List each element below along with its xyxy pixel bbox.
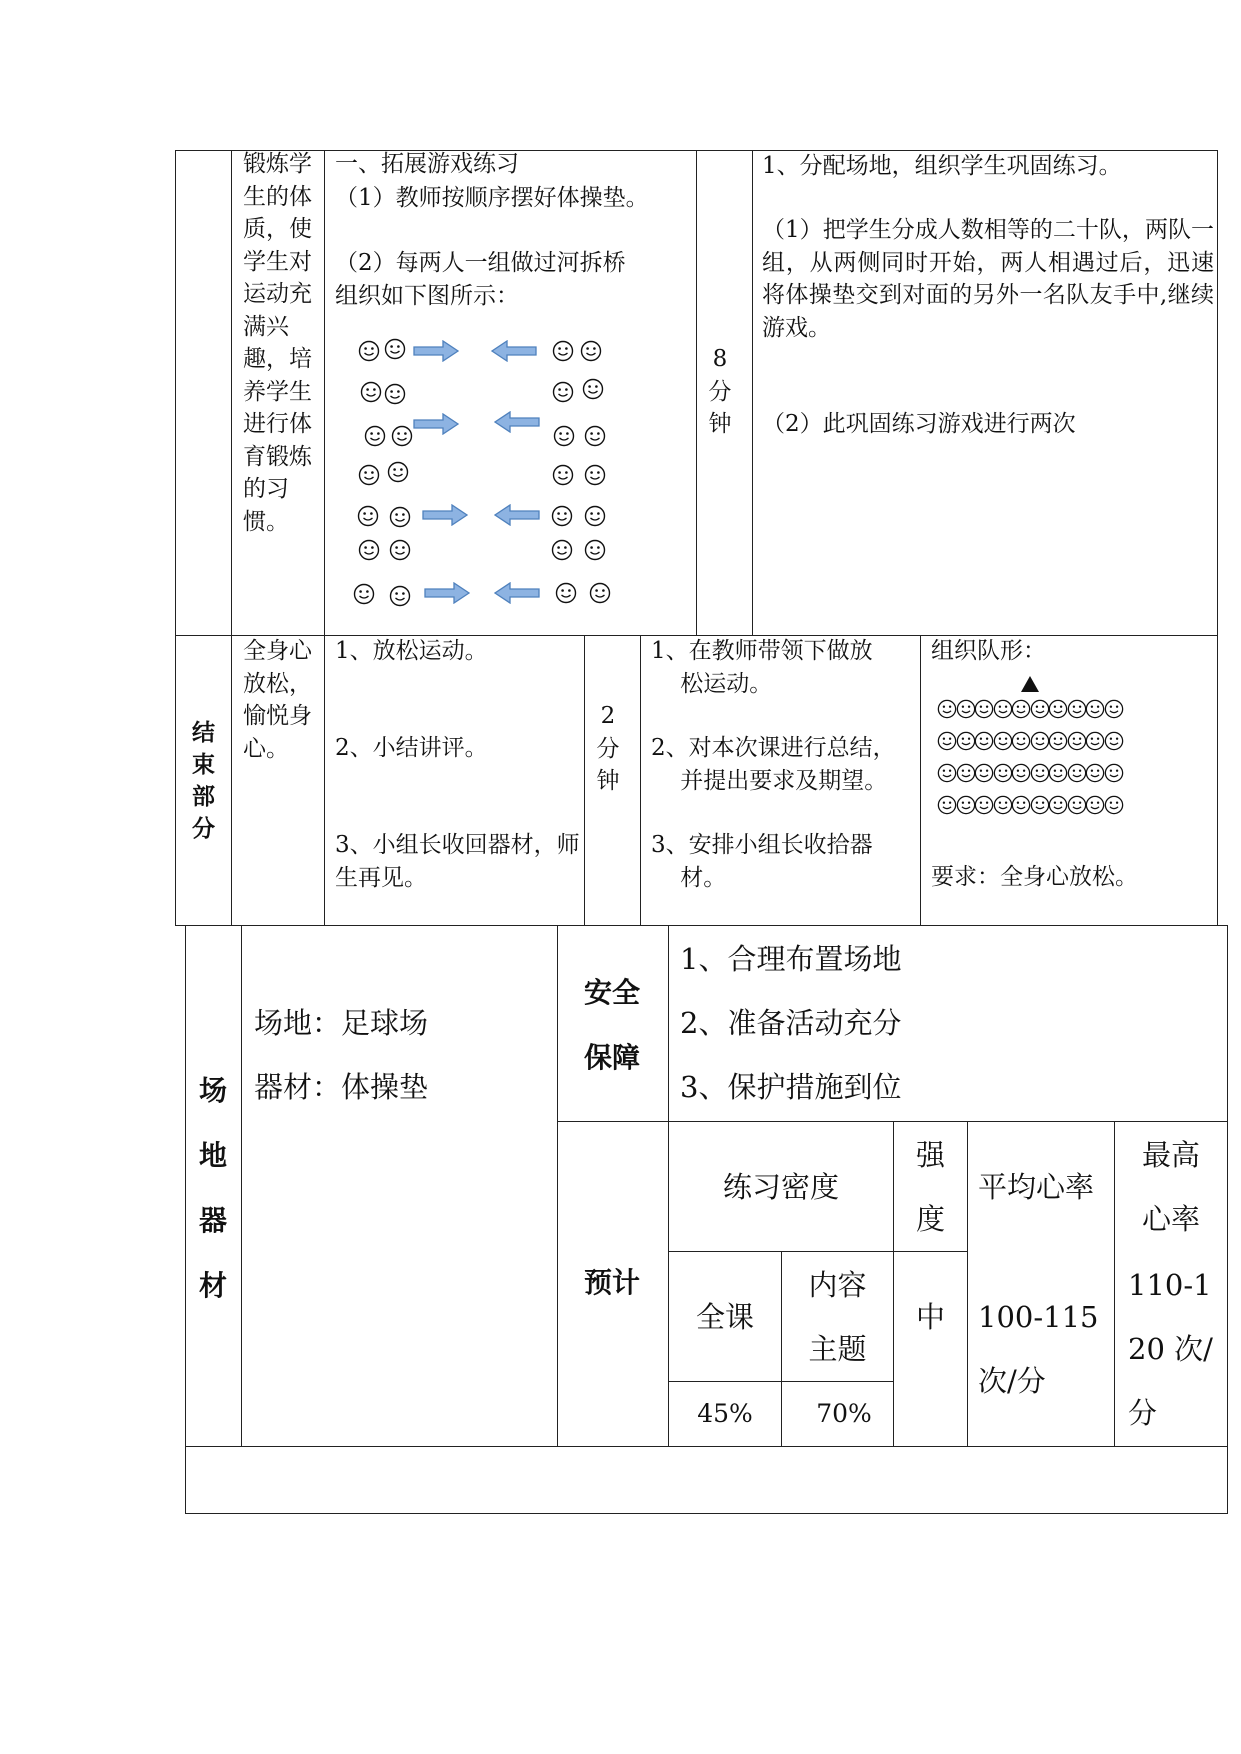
smiley-face-icon <box>1104 731 1124 751</box>
venue-section-label: 场 地 器 材 <box>199 1074 228 1302</box>
smiley-face-icon <box>358 539 380 561</box>
smiley-face-icon <box>1067 731 1087 751</box>
intensity-header: 强 度 <box>915 1138 945 1236</box>
r2-method-item1: 1、在教师带领下做放 松运动。 <box>651 638 873 697</box>
equipment-text: 器材：体操垫 <box>254 1070 429 1104</box>
smiley-face-icon <box>1067 763 1087 783</box>
smiley-face-icon <box>358 464 380 486</box>
smiley-face-icon <box>551 505 573 527</box>
smiley-face-icon <box>553 425 575 447</box>
smiley-face-icon <box>580 340 602 362</box>
smiley-face-icon <box>1048 795 1068 815</box>
smiley-face-icon <box>1030 763 1050 783</box>
r1-content-line3: 组织如下图所示： <box>335 283 519 309</box>
r2-method-item3: 3、安排小组长收拾器 材。 <box>651 832 873 891</box>
max-hr-header: 最高 心率 <box>1141 1138 1200 1236</box>
r1-time-text: 8 分 钟 <box>708 346 732 437</box>
smiley-face-icon <box>937 763 957 783</box>
smiley-face-icon <box>364 425 386 447</box>
smiley-face-icon <box>391 425 413 447</box>
smiley-face-icon <box>956 699 976 719</box>
smiley-face-icon <box>387 461 409 483</box>
r1-method-line3: （2）此巩固练习游戏进行两次 <box>762 411 1076 437</box>
smiley-face-icon <box>1067 795 1087 815</box>
smiley-face-icon <box>389 539 411 561</box>
smiley-face-icon <box>1030 699 1050 719</box>
r2-goal-text: 全身心放松，愉悦身心。 <box>243 638 312 762</box>
smiley-face-icon <box>956 763 976 783</box>
density-header: 练习密度 <box>722 1170 839 1204</box>
safety-item-2: 2、准备活动充分 <box>680 1006 902 1040</box>
avg-hr-header: 平均心率 <box>978 1170 1095 1204</box>
smiley-face-icon <box>1048 731 1068 751</box>
arrow-right-icon <box>413 413 459 435</box>
smiley-face-icon <box>360 381 382 403</box>
smiley-face-icon <box>974 763 994 783</box>
intensity-value: 中 <box>915 1300 945 1334</box>
r2-time-text: 2 分 钟 <box>596 703 620 794</box>
smiley-face-icon <box>358 340 380 362</box>
smiley-face-icon <box>1104 763 1124 783</box>
smiley-face-icon <box>1048 699 1068 719</box>
safety-item-1: 1、合理布置场地 <box>680 942 902 976</box>
whole-pct-value: 45% <box>697 1399 753 1428</box>
smiley-face-icon <box>552 464 574 486</box>
smiley-face-icon <box>974 731 994 751</box>
smiley-face-icon <box>937 699 957 719</box>
smiley-face-icon <box>937 795 957 815</box>
arrow-right-icon <box>413 340 459 362</box>
safety-label: 安全 保障 <box>584 976 641 1074</box>
smiley-face-icon <box>389 585 411 607</box>
r1-method-line1: 1、分配场地，组织学生巩固练习。 <box>762 153 1122 179</box>
smiley-face-icon <box>589 582 611 604</box>
smiley-face-icon <box>582 378 604 400</box>
arrow-left-icon <box>494 504 540 526</box>
smiley-face-icon <box>584 505 606 527</box>
smiley-face-icon <box>552 340 574 362</box>
smiley-face-icon <box>1104 699 1124 719</box>
notes-row-cell <box>185 1446 1228 1514</box>
arrow-left-icon <box>491 340 537 362</box>
smiley-face-icon <box>993 731 1013 751</box>
arrow-left-icon <box>494 582 540 604</box>
r1-goal-text: 锻炼学生的体质，使学生对运动充满兴趣，培养学生进行体育锻炼的习惯。 <box>243 151 312 535</box>
smiley-face-icon <box>357 505 379 527</box>
smiley-face-icon <box>1011 731 1031 751</box>
content-topic-label: 内容 主题 <box>808 1268 867 1366</box>
smiley-face-icon <box>1085 731 1105 751</box>
smiley-face-icon <box>584 539 606 561</box>
smiley-face-icon <box>1104 795 1124 815</box>
r2-org-requirement: 要求：全身心放松。 <box>931 864 1138 890</box>
smiley-face-icon <box>1085 763 1105 783</box>
smiley-face-icon <box>584 425 606 447</box>
whole-class-label: 全课 <box>695 1300 754 1334</box>
smiley-face-icon <box>974 699 994 719</box>
arrow-right-icon <box>424 582 470 604</box>
venue-text: 场地：足球场 <box>254 1006 429 1040</box>
triangle-icon <box>1020 675 1040 693</box>
r1-method-line2: （1）把学生分成人数相等的二十队，两队一组，从两侧同时开始，两人相遇过后，迅速将体操垫交到对面的另外一名队友手中,继续游戏。 <box>762 217 1214 341</box>
r1-content-title: 一、拓展游戏练习 <box>335 151 519 177</box>
r2-content-item2: 2、小结讲评。 <box>335 735 488 761</box>
smiley-face-icon <box>1030 795 1050 815</box>
smiley-face-icon <box>956 731 976 751</box>
r1-content-line1: （1）教师按顺序摆好体操垫。 <box>335 185 649 211</box>
smiley-face-icon <box>937 731 957 751</box>
smiley-face-icon <box>1030 731 1050 751</box>
smiley-face-icon <box>1067 699 1087 719</box>
max-hr-value: 110-1 20 次/ 分 <box>1128 1268 1213 1430</box>
r1-section-cell <box>175 150 232 636</box>
smiley-face-icon <box>1011 763 1031 783</box>
smiley-face-icon <box>389 506 411 528</box>
arrow-right-icon <box>422 504 468 526</box>
r2-content-item1: 1、放松运动。 <box>335 638 488 664</box>
smiley-face-icon <box>552 381 574 403</box>
smiley-face-icon <box>1011 795 1031 815</box>
topic-pct-value: 70% <box>816 1399 872 1428</box>
smiley-face-icon <box>1011 699 1031 719</box>
r2-method-item2: 2、对本次课进行总结， 并提出要求及期望。 <box>651 735 896 794</box>
smiley-face-icon <box>1048 763 1068 783</box>
smiley-face-icon <box>993 795 1013 815</box>
r1-content-line2: （2）每两人一组做过河拆桥 <box>335 250 626 276</box>
smiley-face-icon <box>993 763 1013 783</box>
smiley-face-icon <box>353 583 375 605</box>
smiley-face-icon <box>974 795 994 815</box>
smiley-face-icon <box>956 795 976 815</box>
smiley-face-icon <box>384 383 406 405</box>
smiley-face-icon <box>384 338 406 360</box>
r2-section-label: 结 束 部 分 <box>192 720 215 842</box>
r2-content-item3: 3、小组长收回器材，师生再见。 <box>335 832 580 891</box>
smiley-face-icon <box>584 464 606 486</box>
smiley-face-icon <box>555 582 577 604</box>
avg-hr-value: 100-115 次/分 <box>978 1300 1099 1398</box>
estimate-label: 预计 <box>584 1266 641 1299</box>
arrow-left-icon <box>494 411 540 433</box>
smiley-face-icon <box>551 539 573 561</box>
smiley-face-icon <box>1085 699 1105 719</box>
smiley-face-icon <box>993 699 1013 719</box>
smiley-face-icon <box>1085 795 1105 815</box>
r2-org-title: 组织队形： <box>931 638 1046 664</box>
safety-item-3: 3、保护措施到位 <box>680 1070 902 1104</box>
